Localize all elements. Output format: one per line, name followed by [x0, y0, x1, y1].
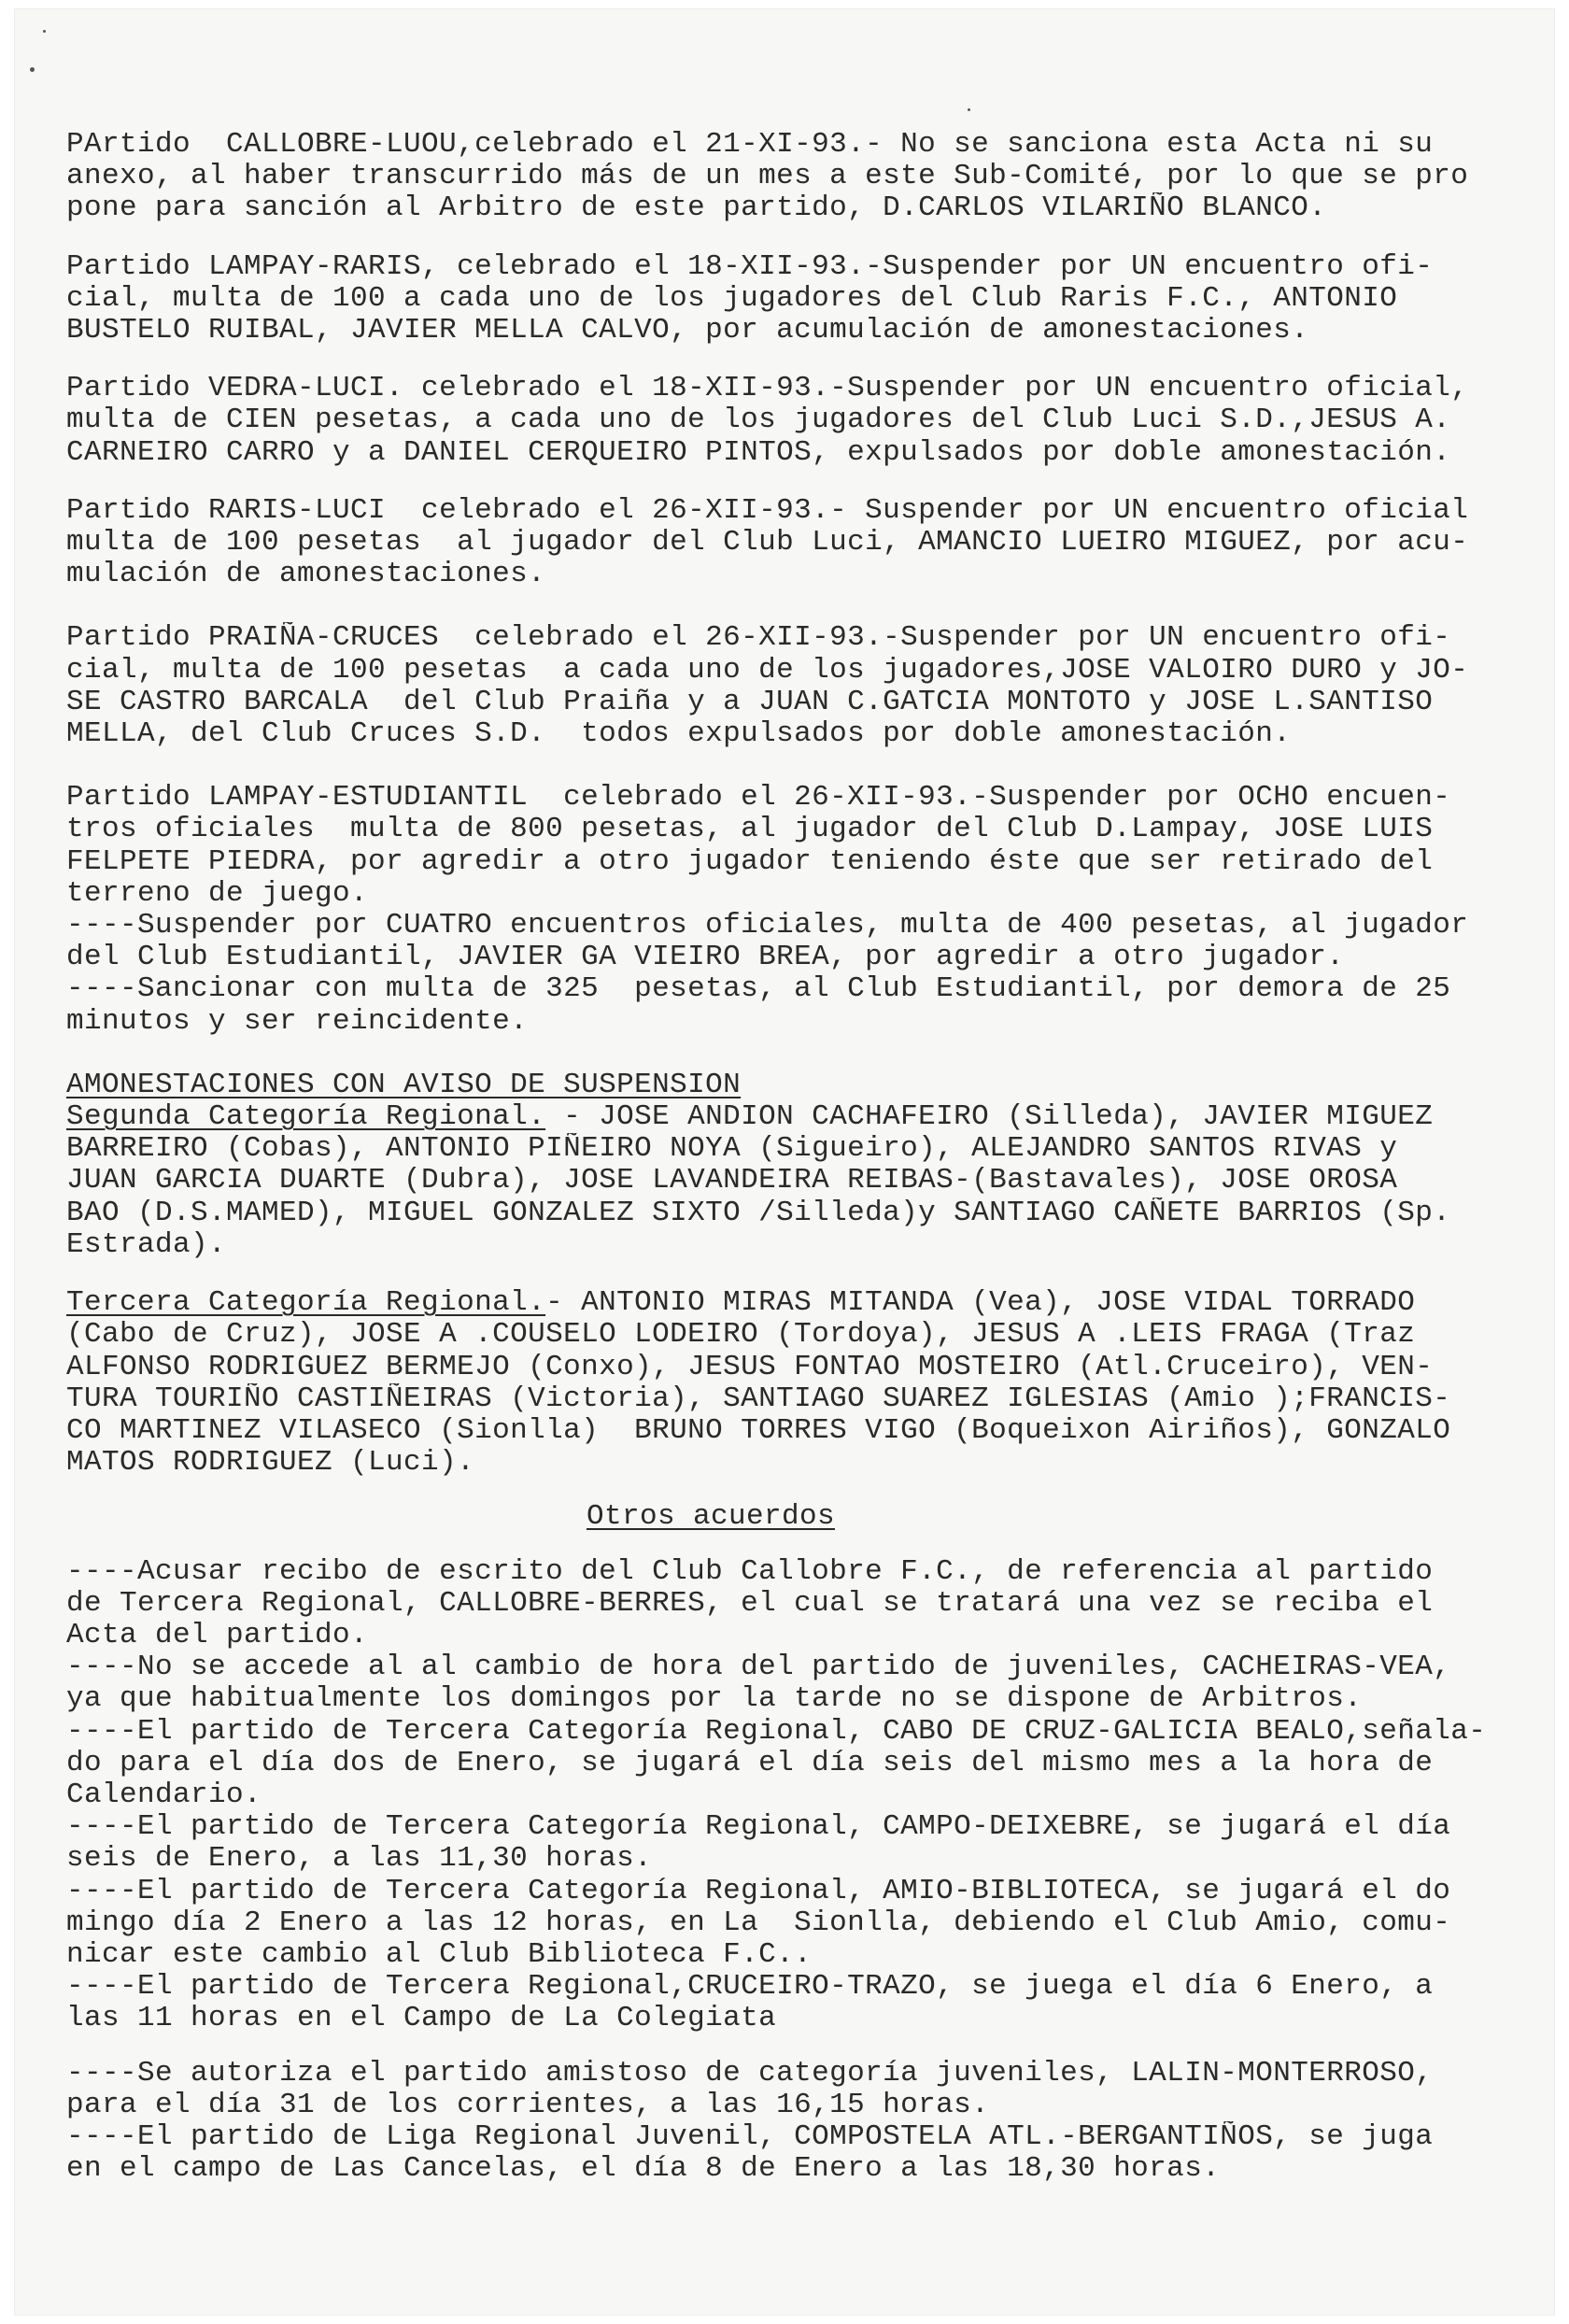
- category-label: Tercera Categoría Regional.: [66, 1287, 546, 1320]
- text-line: multa de CIEN pesetas, a cada uno de los jugadores del Club Luci S.D.,JESUS A.: [66, 404, 1451, 437]
- text-line: en el campo de Las Cancelas, el día 8 de Enero a las 18,30 horas.: [66, 2153, 1221, 2186]
- text-line: ya que habitualmente los domingos por la tarde no se dispone de Arbitros.: [66, 1683, 1363, 1716]
- text-line: de Tercera Regional, CALLOBRE-BERRES, el cual se tratará una vez se reciba el: [66, 1587, 1434, 1620]
- text-line: ----Se autoriza el partido amistoso de categoría juveniles, LALIN-MONTERROSO,: [66, 2057, 1434, 2090]
- text-line: multa de 100 pesetas al jugador del Club Luci, AMANCIO LUEIRO MIGUEZ, por acu-: [66, 527, 1469, 560]
- text-line: Calendario.: [66, 1778, 262, 1811]
- text-line: Estrada).: [66, 1228, 227, 1261]
- text-line: tros oficiales multa de 800 pesetas, al jugador del Club D.Lampay, JOSE LUIS: [66, 814, 1434, 846]
- text-line: ----El partido de Tercera Categoría Regional, CABO DE CRUZ-GALICIA BEALO,señala-: [66, 1715, 1487, 1748]
- text-line: [66, 1287, 1523, 1319]
- text-line: Partido LAMPAY-ESTUDIANTIL celebrado el 26-XII-93.-Suspender por OCHO encuen-: [66, 782, 1451, 815]
- resolution-paragraph: [66, 251, 1523, 347]
- text-line: ----El partido de Liga Regional Juvenil, COMPOSTELA ATL.-BERGANTIÑOS, se juga: [66, 2120, 1434, 2153]
- text-line: nicar este cambio al Club Biblioteca F.C..: [66, 1938, 813, 1971]
- text-line: del Club Estudiantil, JAVIER GA VIEIRO BREA, por agredir a otro jugador.: [66, 942, 1345, 974]
- text-line: MELLA, del Club Cruces S.D. todos expulsados por doble amonestación.: [66, 718, 1292, 751]
- section-heading: AMONESTACIONES CON AVISO DE SUSPENSION: [66, 1069, 742, 1101]
- text-fragment: - JOSE ANDION CACHAFEIRO (Silleda), JAVIER MIGUEZ: [545, 1101, 1434, 1134]
- text-line: las 11 horas en el Campo de La Colegiata: [66, 2003, 777, 2035]
- warnings-section: [66, 1070, 1523, 1261]
- text-line: para el día 31 de los corrientes, a las 16,15 horas.: [66, 2089, 990, 2121]
- text-line: SE CASTRO BARCALA del Club Praiña y a JUAN C.GATCIA MONTOTO y JOSE L.SANTISO: [66, 686, 1434, 718]
- paper-speck: [30, 67, 35, 72]
- text-line: TURA TOURIÑO CASTIÑEIRAS (Victoria), SANTIAGO SUAREZ IGLESIAS (Amio );FRANCIS-: [66, 1382, 1451, 1415]
- text-line: PArtido CALLOBRE-LUOU,celebrado el 21-XI-93.- No se sanciona esta Acta ni su: [66, 129, 1434, 161]
- text-line: minutos y ser reincidente.: [66, 1005, 529, 1038]
- text-line: BARREIRO (Cobas), ANTONIO PIÑEIRO NOYA (Sigueiro), ALEJANDRO SANTOS RIVAS y: [66, 1133, 1398, 1166]
- agreements-paragraph: [66, 2058, 1523, 2186]
- text-line: ----No se accede al al cambio de hora del partido de juveniles, CACHEIRAS-VEA,: [66, 1651, 1451, 1684]
- resolution-paragraph: [66, 495, 1523, 591]
- text-line: ----El partido de Tercera Categoría Regional, AMIO-BIBLIOTECA, se jugará el do: [66, 1875, 1451, 1907]
- paper-speck: [43, 30, 46, 33]
- text-line: ----El partido de Tercera Regional,CRUCEIRO-TRAZO, se juega el día 6 Enero, a: [66, 1971, 1434, 2004]
- text-line: mingo día 2 Enero a las 12 horas, en La Sionlla, debiendo el Club Amio, comu-: [66, 1906, 1451, 1939]
- text-line: anexo, al haber transcurrido más de un mes a este Sub-Comité, por lo que se pro: [66, 161, 1469, 193]
- text-fragment: - ANTONIO MIRAS MITANDA (Vea), JOSE VIDAL TORRADO: [545, 1287, 1416, 1320]
- text-line: pone para sanción al Arbitro de este partido, D.CARLOS VILARIÑO BLANCO.: [66, 192, 1327, 225]
- resolution-paragraph: [66, 622, 1523, 750]
- resolution-paragraph: [66, 129, 1523, 225]
- text-line: (Cabo de Cruz), JOSE A .COUSELO LODEIRO (Tordoya), JESUS A .LEIS FRAGA (Traz: [66, 1319, 1416, 1352]
- text-line: CO MARTINEZ VILASECO (Sionlla) BRUNO TORRES VIGO (Boqueixon Airiños), GONZALO: [66, 1414, 1451, 1447]
- paper-speck: [968, 108, 970, 111]
- warnings-section: [66, 1287, 1523, 1479]
- text-line: [66, 1101, 1523, 1133]
- agreements-paragraph: [66, 1556, 1523, 2035]
- document-body: [66, 129, 1523, 2185]
- text-line: Partido PRAIÑA-CRUCES celebrado el 26-XII-93.-Suspender por UN encuentro ofi-: [66, 622, 1451, 655]
- resolution-paragraph: [66, 782, 1523, 1038]
- text-line: seis de Enero, a las 11,30 horas.: [66, 1843, 653, 1876]
- text-line: terreno de juego.: [66, 877, 369, 910]
- text-line: Partido RARIS-LUCI celebrado el 26-XII-93.- Suspender por UN encuentro oficial: [66, 494, 1469, 527]
- category-label: Segunda Categoría Regional.: [66, 1101, 546, 1134]
- text-line: mulación de amonestaciones.: [66, 559, 546, 591]
- text-line: Partido VEDRA-LUCI. celebrado el 18-XII-93.-Suspender por UN encuentro oficial,: [66, 373, 1469, 405]
- text-line: Partido LAMPAY-RARIS, celebrado el 18-XII-93.-Suspender por UN encuentro ofi-: [66, 250, 1434, 283]
- text-line: cial, multa de 100 pesetas a cada uno de los jugadores,JOSE VALOIRO DURO y JO-: [66, 654, 1469, 687]
- text-line: ALFONSO RODRIGUEZ BERMEJO (Conxo), JESUS FONTAO MOSTEIRO (Atl.Cruceiro), VEN-: [66, 1351, 1434, 1383]
- text-line: BUSTELO RUIBAL, JAVIER MELLA CALVO, por acumulación de amonestaciones.: [66, 315, 1309, 347]
- section-title: Otros acuerdos: [586, 1500, 836, 1534]
- text-line: cial, multa de 100 a cada uno de los jugadores del Club Raris F.C., ANTONIO: [66, 282, 1398, 315]
- resolution-paragraph: [66, 373, 1523, 469]
- text-line: BAO (D.S.MAMED), MIGUEL GONZALEZ SIXTO /Silleda)y SANTIAGO CAÑETE BARRIOS (Sp.: [66, 1197, 1451, 1229]
- text-line: JUAN GARCIA DUARTE (Dubra), JOSE LAVANDEIRA REIBAS-(Bastavales), JOSE OROSA: [66, 1165, 1398, 1197]
- text-line: ----El partido de Tercera Categoría Regional, CAMPO-DEIXEBRE, se jugará el día: [66, 1811, 1451, 1844]
- text-line: CARNEIRO CARRO y a DANIEL CERQUEIRO PINTOS, expulsados por doble amonestación.: [66, 436, 1451, 469]
- document-page: [15, 9, 1554, 2315]
- text-line: do para el día dos de Enero, se jugará el día seis del mismo mes a la hora de: [66, 1747, 1434, 1779]
- text-line: ----Acusar recibo de escrito del Club Callobre F.C., de referencia al partido: [66, 1555, 1434, 1588]
- text-line: MATOS RODRIGUEZ (Luci).: [66, 1447, 475, 1480]
- text-line: ----Suspender por CUATRO encuentros oficiales, multa de 400 pesetas, al jugador: [66, 910, 1469, 942]
- text-line: Acta del partido.: [66, 1619, 369, 1651]
- text-line: ----Sancionar con multa de 325 pesetas, al Club Estudiantil, por demora de 25: [66, 973, 1451, 1006]
- text-line: FELPETE PIEDRA, por agredir a otro jugador teniendo éste que ser retirado del: [66, 845, 1434, 878]
